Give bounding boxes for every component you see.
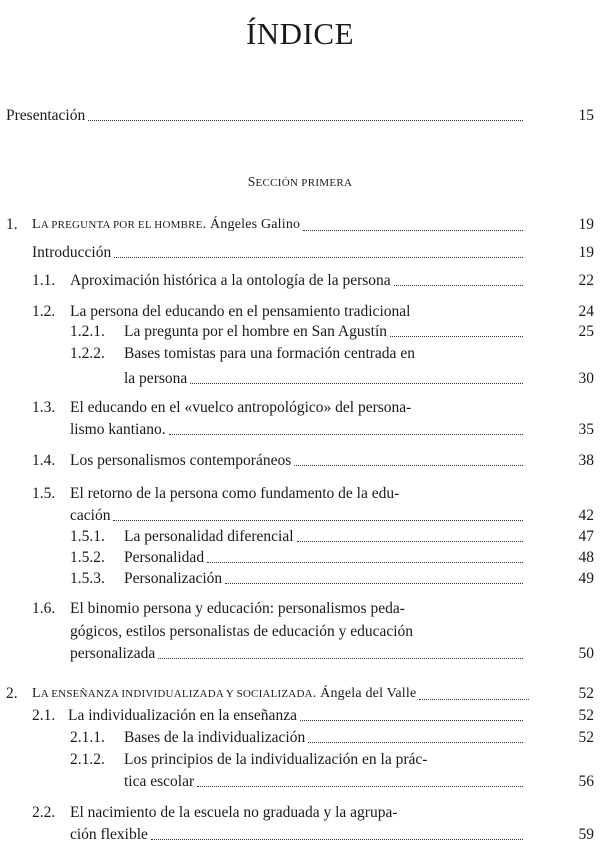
toc-entry-line: El retorno de la persona como fundamento de la edu- bbox=[70, 485, 400, 502]
dot-leader bbox=[190, 383, 523, 384]
toc-entry-number: 2.1.2. bbox=[70, 751, 105, 768]
toc-entry[interactable]: Personalidad bbox=[124, 548, 526, 567]
toc-entry-page: 47 bbox=[578, 528, 594, 545]
dot-leader bbox=[113, 520, 523, 521]
chapter-title-2[interactable] bbox=[32, 684, 532, 704]
toc-entry-label[interactable]: La persona del educando en el pensamiento tradicional bbox=[70, 303, 411, 320]
toc-entry-page: 19 bbox=[578, 244, 594, 261]
toc-entry-line: El binomio persona y educación: personalismos peda- bbox=[70, 600, 405, 617]
section-heading: SECCIÓN PRIMERA bbox=[247, 174, 353, 189]
chapter-page: 52 bbox=[578, 685, 594, 702]
toc-entry[interactable]: ción flexible bbox=[70, 825, 526, 844]
toc-entry[interactable]: Bases de la individualización bbox=[124, 728, 526, 747]
toc-entry-presentacion[interactable] bbox=[6, 106, 526, 125]
toc-entry-page: 50 bbox=[578, 645, 594, 662]
toc-entry[interactable]: La individualización en la enseñanza bbox=[68, 706, 526, 725]
toc-entry-page: 49 bbox=[578, 570, 594, 587]
toc-entry-number: 2.2. bbox=[32, 804, 56, 821]
toc-entry[interactable]: La pregunta por el hombre en San Agustín bbox=[124, 322, 526, 341]
toc-entry-number: 1.4. bbox=[32, 452, 56, 469]
toc-entry-line: Bases tomistas para una formación centrada en bbox=[124, 345, 415, 362]
dot-leader bbox=[303, 230, 523, 231]
chapter-title-1[interactable] bbox=[32, 215, 526, 235]
toc-entry[interactable]: Aproximación histórica a la ontología de la persona bbox=[70, 271, 526, 290]
toc-entry-page: 48 bbox=[578, 549, 594, 566]
toc-entry[interactable]: Introducción bbox=[32, 243, 526, 262]
toc-entry-number: 1.5.2. bbox=[70, 549, 105, 566]
toc-entry-page: 35 bbox=[578, 421, 594, 438]
chapter-page: 19 bbox=[578, 216, 594, 233]
toc-entry-number: 1.6. bbox=[32, 600, 56, 617]
toc-entry-number: 2.1. bbox=[32, 707, 56, 724]
toc-entry-page: 30 bbox=[578, 370, 594, 387]
dot-leader bbox=[300, 720, 523, 721]
toc-entry-page: 59 bbox=[578, 826, 594, 843]
page-title: ÍNDICE bbox=[245, 16, 355, 51]
toc-entry[interactable]: cación bbox=[70, 506, 526, 525]
toc-entry[interactable]: La personalidad diferencial bbox=[124, 527, 526, 546]
toc-entry[interactable]: personalizada bbox=[70, 644, 526, 663]
toc-entry[interactable]: Los personalismos contemporáneos bbox=[70, 451, 526, 470]
dot-leader bbox=[308, 742, 523, 743]
toc-entry-number: 1.5. bbox=[32, 485, 56, 502]
toc-entry-number: 1.2.1. bbox=[70, 323, 105, 340]
toc-entry-number: 1.3. bbox=[32, 399, 56, 416]
toc-entry-number: 1.2.2. bbox=[70, 345, 105, 362]
chapter-title-text: LA ENSEÑANZA INDIVIDUALIZADA Y SOCIALIZADA. Ángela del Valle bbox=[32, 686, 417, 701]
toc-entry[interactable]: Personalización bbox=[124, 569, 526, 588]
toc-entry-page: 56 bbox=[578, 773, 594, 790]
dot-leader bbox=[297, 541, 523, 542]
chapter-title-text: LA PREGUNTA POR EL HOMBRE. Ángeles Galino bbox=[32, 217, 301, 232]
dot-leader bbox=[394, 285, 523, 286]
dot-leader bbox=[419, 699, 529, 700]
dot-leader bbox=[114, 257, 523, 258]
toc-entry-line: Los principios de la individualización en la prác- bbox=[124, 751, 428, 768]
toc-entry[interactable]: la persona bbox=[124, 369, 526, 388]
chapter-number: 2. bbox=[6, 685, 18, 702]
toc-entry-page: 38 bbox=[578, 452, 594, 469]
toc-entry-number: 2.1.1. bbox=[70, 729, 105, 746]
toc-entry-page: 24 bbox=[578, 303, 594, 320]
dot-leader bbox=[225, 583, 523, 584]
dot-leader bbox=[207, 562, 523, 563]
dot-leader bbox=[197, 786, 523, 787]
toc-entry[interactable]: lismo kantiano. bbox=[70, 420, 526, 439]
toc-entry-page: 42 bbox=[578, 507, 594, 524]
toc-entry-page: 25 bbox=[578, 323, 594, 340]
chapter-number: 1. bbox=[6, 216, 18, 233]
toc-entry-page: 52 bbox=[578, 707, 594, 724]
toc-entry-number: 1.2. bbox=[32, 303, 56, 320]
toc-entry[interactable]: tica escolar bbox=[124, 772, 526, 791]
dot-leader bbox=[151, 839, 523, 840]
toc-entry-number: 1.5.1. bbox=[70, 528, 105, 545]
toc-entry-page: 15 bbox=[578, 107, 594, 124]
toc-entry-number: 1.1. bbox=[32, 272, 56, 289]
dot-leader bbox=[390, 336, 523, 337]
toc-entry-number: 1.5.3. bbox=[70, 570, 105, 587]
dot-leader bbox=[169, 434, 523, 435]
dot-leader bbox=[158, 658, 523, 659]
dot-leader bbox=[294, 465, 523, 466]
toc-entry-line: gógicos, estilos personalistas de educación y educación bbox=[70, 623, 414, 640]
toc-entry-page: 52 bbox=[578, 729, 594, 746]
toc-entry-label: Presentación bbox=[6, 107, 86, 124]
toc-entry-page: 22 bbox=[578, 272, 594, 289]
toc-entry-line: El nacimiento de la escuela no graduada y la agrupa- bbox=[70, 804, 398, 821]
dot-leader bbox=[88, 120, 523, 121]
toc-entry-line: El educando en el «vuelco antropológico» del persona- bbox=[70, 399, 412, 416]
